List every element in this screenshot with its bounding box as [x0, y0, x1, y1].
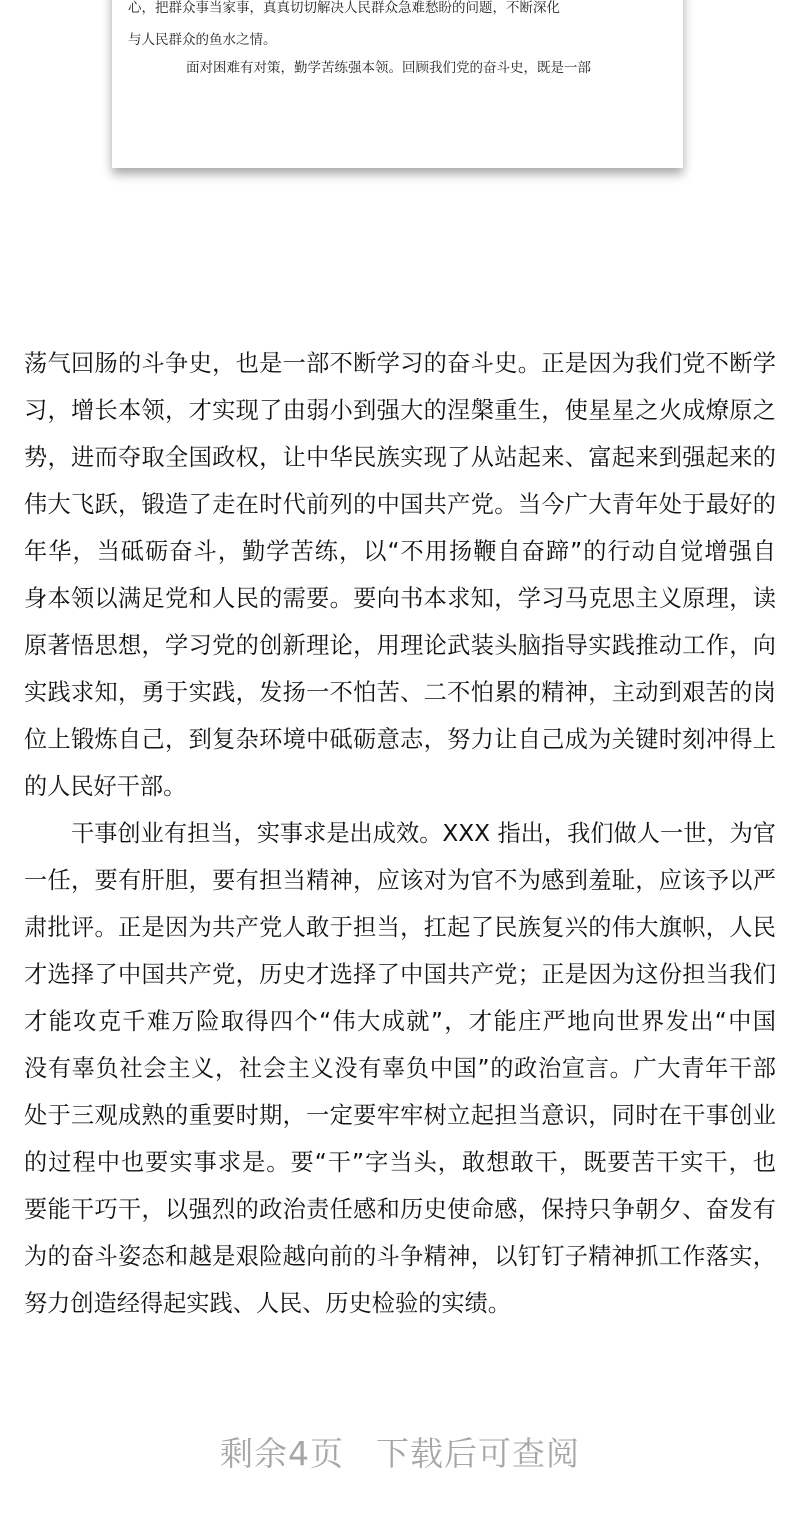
text-line: 原著悟思想，学习党的创新理论，用理论武装头脑指导实践推动工作，向 — [24, 632, 776, 659]
text-line: 才能攻克千难万险取得四个“伟大成就”，才能庄严地向世界发出“中国 — [24, 1008, 776, 1035]
text-line: 努力创造经得起实践、人民、历史检验的实绩。 — [24, 1290, 511, 1317]
text-line: 处于三观成熟的重要时期，一定要牢牢树立起担当意识，同时在干事创业 — [24, 1102, 776, 1129]
text-line: 的人民好干部。 — [24, 773, 187, 800]
text-line: 势，进而夺取全国政权，让中华民族实现了从站起来、富起来到强起来的 — [24, 444, 776, 471]
text-line: 年华，当砥砺奋斗，勤学苦练，以“不用扬鞭自奋蹄”的行动自觉增强自 — [24, 538, 776, 565]
text-line: 的过程中也要实事求是。要“干”字当头，敢想敢干，既要苦干实干，也 — [24, 1149, 776, 1176]
document-body — [24, 340, 776, 1327]
text-line: 没有辜负社会主义，社会主义没有辜负中国”的政治宣言。广大青年干部 — [24, 1055, 776, 1082]
card-line: 面对困难有对策，勤学苦练强本领。回顾我们党的奋斗史，既是一部 — [186, 60, 591, 76]
text-line: 才选择了中国共产党，历史才选择了中国共产党；正是因为这份担当我们 — [24, 961, 776, 988]
text-line: 伟大飞跃，锻造了走在时代前列的中国共产党。当今广大青年处于最好的 — [24, 491, 776, 518]
text-line: 身本领以满足党和人民的需要。要向书本求知，学习马克思主义原理，读 — [24, 585, 776, 612]
remaining-pages-label: 剩余4页 — [220, 1434, 344, 1473]
page-preview-card — [112, 0, 683, 168]
text-line: 为的奋斗姿态和越是艰险越向前的斗争精神，以钉钉子精神抓工作落实， — [24, 1243, 776, 1270]
text-line: 实践求知，勇于实践，发扬一不怕苦、二不怕累的精神，主动到艰苦的岗 — [24, 679, 776, 706]
card-line: 心，把群众事当家事，真真切切解决人民群众急难愁盼的问题，不断深化 — [128, 0, 560, 16]
card-line: 与人民群众的鱼水之情。 — [128, 32, 277, 48]
download-to-view-label[interactable]: 下载后可查阅 — [376, 1434, 580, 1473]
text-line: 要能干巧干，以强烈的政治责任感和历史使命感，保持只争朝夕、奋发有 — [24, 1196, 776, 1223]
text-line: 位上锻炼自己，到复杂环境中砥砺意志，努力让自己成为关键时刻冲得上 — [24, 726, 776, 753]
text-line: 一任，要有肝胆，要有担当精神，应该对为官不为感到羞耻，应该予以严 — [24, 867, 776, 894]
text-line: 习，增长本领，才实现了由弱小到强大的涅槃重生，使星星之火成燎原之 — [24, 397, 776, 424]
text-line: 肃批评。正是因为共产党人敢于担当，扛起了民族复兴的伟大旗帜，人民 — [24, 914, 776, 941]
text-line: 荡气回肠的斗争史，也是一部不断学习的奋斗史。正是因为我们党不断学 — [24, 350, 776, 377]
text-line: 干事创业有担当，实事求是出成效。XXX 指出，我们做人一世，为官 — [71, 820, 776, 847]
download-prompt[interactable] — [0, 1428, 800, 1475]
